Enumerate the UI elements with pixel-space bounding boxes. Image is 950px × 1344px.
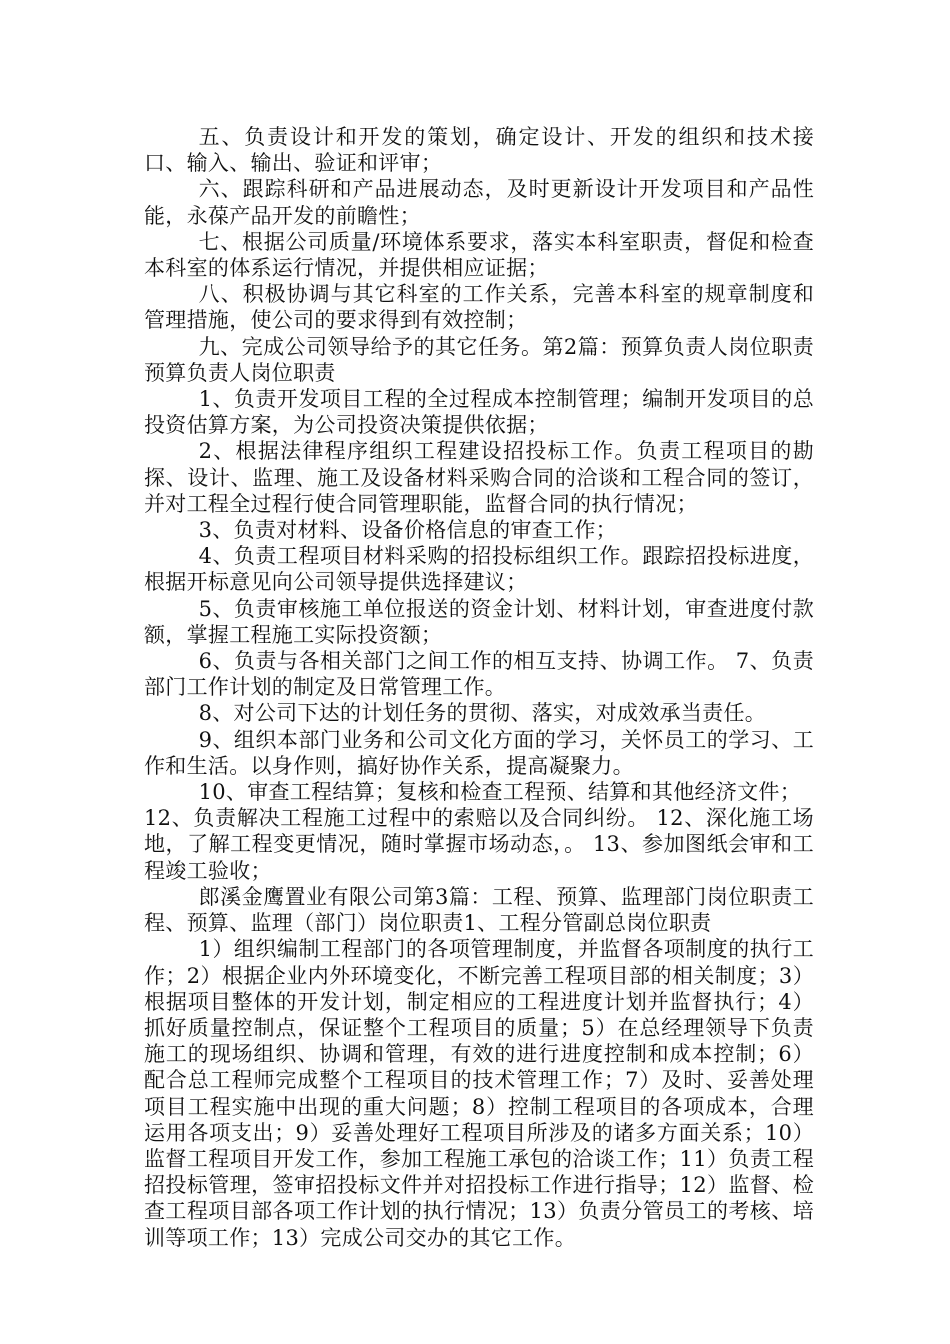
- budget-duty-3: 3、负责对材料、设备价格信息的审查工作；: [198, 518, 617, 543]
- budget-duty-9: 9、组织本部门业务和公司文化方面的学习，关怀员工的学习、工作和生活。以身作则，搞好协作关系，提高凝聚力。: [144, 727, 814, 778]
- budget-duty-2: 2、根据法律程序组织工程建设招投标工作。负责工程项目的勘探、设计、监理、施工及设备材料采购合同的洽谈和工程合同的签订，并对工程全过程行使合同管理职能，监督合同的执行情况；: [144, 439, 814, 516]
- budget-duty-8: 8、对公司下达的计划任务的贯彻、落实，对成效承当责任。: [198, 701, 767, 726]
- budget-duty-4: 4、负责工程项目材料采购的招投标组织工作。跟踪招投标进度，根据开标意见向公司领导提供选择建议；: [144, 544, 814, 595]
- budget-duty-10: 10、审查工程结算；复核和检查工程预、结算和其他经济文件；: [198, 780, 802, 805]
- budget-duty-1: 1、负责开发项目工程的全过程成本控制管理；编制开发项目的总投资估算方案，为公司投资决策提供依据；: [144, 387, 814, 438]
- budget-duty-5: 5、负责审核施工单位报送的资金计划、材料计划，审查进度付款额，掌握工程施工实际投资额；: [144, 596, 814, 647]
- paragraph-5: 五、负责设计和开发的策划，确定设计、开发的组织和技术接口、输入、输出、验证和评审；: [144, 125, 814, 176]
- budget-duty-6-7: 6、负责与各相关部门之间工作的相互支持、协调工作。 7、负责部门工作计划的制定及日常管理工作。: [144, 649, 814, 700]
- paragraph-8: 八、积极协调与其它科室的工作关系，完善本科室的规章制度和管理措施，使公司的要求得到有效控制；: [144, 282, 814, 333]
- paragraph-7: 七、根据公司质量/环境体系要求，落实本科室职责，督促和检查本科室的体系运行情况，并提供相应证据；: [144, 229, 814, 281]
- paragraph-9: 九、完成公司领导给予的其它任务。第2篇：预算负责人岗位职责预算负责人岗位职责: [144, 334, 814, 385]
- budget-duty-12-13: 12、负责解决工程施工过程中的索赔以及合同纠纷。 12、深化施工场地，了解工程变更情况，随时掌握市场动态，。 13、参加图纸会审和工程竣工验收；: [144, 806, 814, 883]
- engineering-duties: 1）组织编制工程部门的各项管理制度，并监督各项制度的执行工作；2）根据企业内外环境变化，不断完善工程项目部的相关制度；3）根据项目整体的开发计划，制定相应的工程进度计划并监督执行；4）抓好质量控制点，保证整个工程项目的质量；5）在总经理领导下负责施工的现场组织、协调和管理，有效的进行进度控制和成本控制；6）配合总工程师完成整个工程项目的技术管理工作；7）及时、妥善处理项目工程实施中出现的重大问题；8）控制工程项目的各项成本，合理运用各项支出；9）妥善处理好工程项目所涉及的诸多方面关系；10）监督工程项目开发工作，参加工程施工承包的洽谈工作；11）负责工程招投标管理，签审招投标文件并对招投标工作进行指导；12）监督、检查工程项目部各项工作计划的执行情况；13）负责分管员工的考核、培训等项工作；13）完成公司交办的其它工作。: [144, 937, 814, 1250]
- paragraph-6: 六、跟踪科研和产品进展动态，及时更新设计开发项目和产品性能，永葆产品开发的前瞻性；: [144, 177, 814, 228]
- section-3-heading: 郎溪金鹰置业有限公司第3篇：工程、预算、监理部门岗位职责工程、预算、监理（部门）岗位职责1、工程分管副总岗位职责: [144, 884, 814, 936]
- document-body: [144, 124, 814, 1251]
